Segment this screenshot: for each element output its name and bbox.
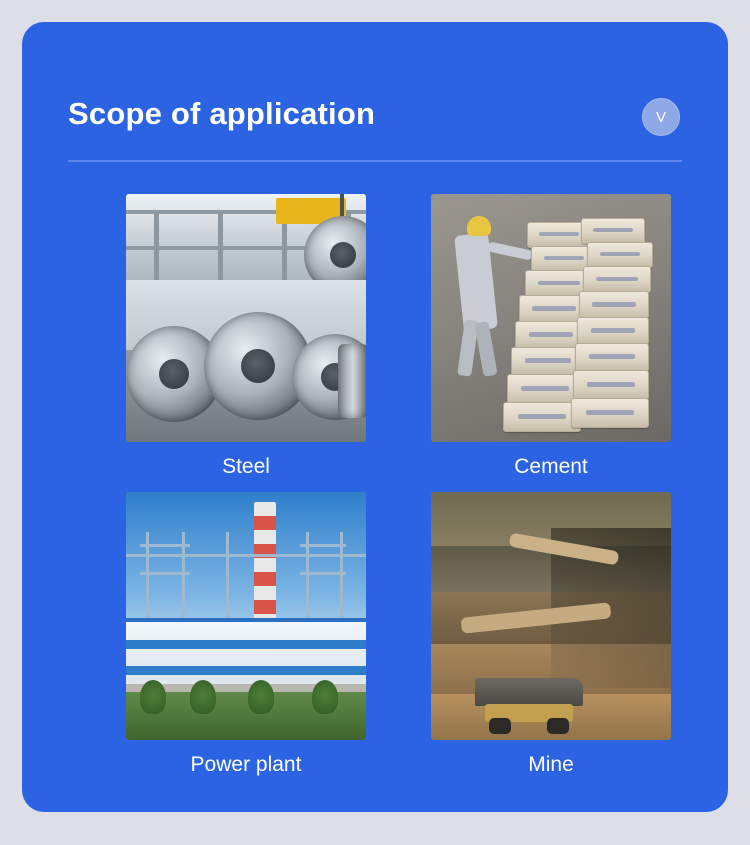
power-line-shape xyxy=(126,554,366,557)
application-grid xyxy=(68,172,688,792)
cement-bags-stack-photo xyxy=(431,194,671,442)
application-item-label: Power plant xyxy=(190,753,302,776)
steel-coil-shape xyxy=(338,344,366,418)
pylon-crossarm-shape xyxy=(300,544,346,547)
worker-helmet-shape xyxy=(467,216,491,236)
page-title: Scope of application xyxy=(68,96,376,131)
card-header xyxy=(68,84,682,162)
tree-shape xyxy=(312,680,338,714)
application-item-mine[interactable] xyxy=(406,492,696,778)
tree-shape xyxy=(248,680,274,714)
application-item-power-plant[interactable] xyxy=(101,492,391,778)
collapse-toggle-badge[interactable]: V xyxy=(642,98,680,136)
tree-shape xyxy=(140,680,166,714)
power-plant-photo xyxy=(126,492,366,740)
building-stripe-shape xyxy=(126,640,366,649)
chimney-shape xyxy=(254,502,276,628)
application-item-label: Mine xyxy=(528,753,574,776)
scope-of-application-card xyxy=(22,22,728,812)
pylon-crossarm-shape xyxy=(300,572,346,575)
steel-coils-factory-photo xyxy=(126,194,366,442)
building-stripe-shape xyxy=(126,666,366,675)
pylon-crossarm-shape xyxy=(140,572,190,575)
application-item-cement[interactable] xyxy=(406,194,696,480)
application-item-label: Cement xyxy=(514,455,588,478)
open-pit-mine-photo xyxy=(431,492,671,740)
tree-shape xyxy=(190,680,216,714)
mining-truck-shape xyxy=(475,678,583,734)
application-item-steel[interactable] xyxy=(101,194,391,480)
application-item-label: Steel xyxy=(222,455,270,478)
pylon-crossarm-shape xyxy=(140,544,190,547)
